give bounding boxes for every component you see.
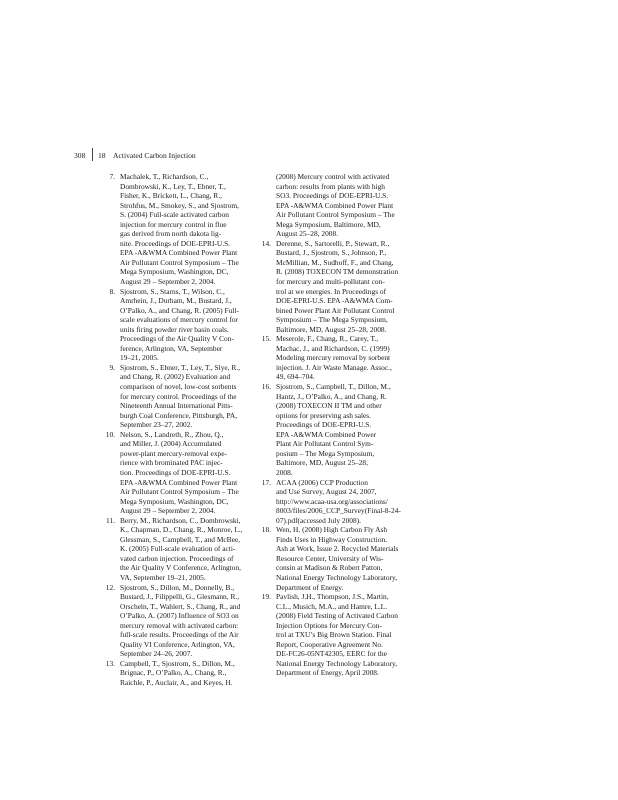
chapter-number: 18 — [98, 151, 106, 160]
running-header — [0, 148, 618, 164]
reference-number: 11. — [106, 515, 115, 525]
reference-column-right — [258, 172, 434, 678]
reference-text: ACAA (2006) CCP Production and Use Survey, August 24, 2007, http://www.acaa-usa.org/associations/ 8003/files/2006_CCP_Survey(Final-8-24- 07).pdf(accessed July 2008). — [276, 477, 401, 525]
reference-number: 9. — [109, 362, 115, 372]
reference-text: Nelson, S., Landreth, R., Zhou, Q., and Miller, J. (2004) Accumulated power-plant mercury-removal expe- rience with brominated PAC injec- tion. Proceedings of DOE-EPRI-U.S. EPA -A&WMA Combined Power Plant Air Pollutant Control Symposium – The Mega Symposium, Washington, DC, August 29 – September 2, 2004. — [120, 429, 239, 516]
reference-entry — [258, 382, 434, 477]
reference-number: 14. — [261, 238, 271, 248]
reference-text: Wen, H. (2008) High Carbon Fly Ash Finds Uses in Highway Construction. Ash at Work, Issue 2. Recycled Materials Resource Center, University of Wis- consin at Madison & Robert Patton, National Energy Technology Laboratory, Department of Energy. — [276, 525, 399, 592]
reference-text: Meserole, F., Chang, R., Carey, T., Machac, J., and Richardson, C. (1999) Modeling mercury removal by sorbent injection. J. Air Waste Manage. Assoc., 49, 694–704. — [276, 334, 392, 382]
reference-entry — [102, 363, 278, 430]
reference-entry — [258, 525, 434, 592]
reference-entry — [102, 172, 278, 287]
reference-number: 15. — [261, 334, 271, 344]
reference-text: Berry, M., Richardson, C., Dombrowski, K., Chapman, D., Chang, R., Monroe, L., Glessman, S., Campbell, T., and McBee, K. (2005) Full-scale evaluation of acti- vated carbon injection. Proceedings of the Air Quality V Conference, Arlington, VA, September 19–21, 2005. — [120, 515, 243, 582]
reference-entry — [258, 172, 434, 239]
reference-entry — [102, 287, 278, 363]
reference-column-left — [102, 172, 278, 688]
reference-text: Machalek, T., Richardson, C., Dombrowski, K., Ley, T., Ebner, T., Fisher, K., Brickett, L., Chang, R., Strohfus, M., Smokey, S., and Sjostrom, S. (2004) Full-scale activated carbon injection for mercury control in flue gas derived from north dakota lig- nite. Proceedings of DOE-EPRI-U.S. EPA -A&WMA Combined Power Plant Air Pollutant Control Symposium – The Mega Symposium, Washington, DC, August 29 – September 2, 2004. — [120, 172, 240, 287]
reference-number: 12. — [105, 582, 115, 592]
reference-entry — [258, 592, 434, 678]
chapter-title: Activated Carbon Injection — [113, 151, 196, 160]
reference-number: 18. — [261, 525, 271, 535]
page-number: 308 — [74, 151, 86, 160]
reference-number: 8. — [109, 286, 115, 296]
reference-entry — [258, 334, 434, 382]
reference-number: 16. — [261, 382, 271, 392]
reference-text: Sjostrom, S., Dillon, M., Donnelly, B., Bustard, J., Filippelli, G., Glesmann, R., Orscheln, T., Wahlert, S., Chang, R., and O’Palko, A. (2007) Influence of SO3 on mercury removal with activated carbon: full-scale results. Proceedings of the Air Quality VI Conference, Arlington, VA, September 24–26, 2007. — [120, 582, 241, 659]
reference-text: Campbell, T., Sjostrom, S., Dillon, M., Brignac, P., O’Palko, A., Chang, R., Raichle, P., Auclair, A., and Keyes, H. — [120, 658, 235, 687]
reference-entry — [102, 659, 278, 688]
reference-number: 10. — [105, 429, 115, 439]
reference-number: 13. — [105, 658, 115, 668]
reference-entry — [258, 478, 434, 526]
reference-number: 17. — [261, 477, 271, 487]
reference-text: Derenne, S., Sartorelli, P., Stewart, R., Bustard, J., Sjostrom, S., Johnson, P., McMillian, M., Sudhoff, F., and Chang, R. (2008) TOXECON TM demonstration for mercury and multi-pollutant con- trol at we energies. In Proceedings of DOE-EPRI-U.S. EPA -A&WMA Com- bined Power Plant Air Pollutant Control Symposium – The Mega Symposium, Baltimore, MD, August 25–28, 2008. — [276, 238, 399, 334]
reference-entry — [102, 430, 278, 516]
reference-text: Sjostrom, S., Ebner, T., Ley, T., Slye, R., and Chang, R. (2002) Evaluation and comparison of novel, low-cost sorbents for mercury control. Proceedings of the Nineteenth Annual International Pitts- burgh Coal Conference, Pittsburgh, PA, September 23–27, 2002. — [120, 362, 241, 430]
reference-entry — [102, 583, 278, 659]
reference-text: (2008) Mercury control with activated carbon: results from plants with high SO3. Proceedings of DOE-EPRI-U.S. EPA -A&WMA Combined Power Plant Air Pollutant Control Symposium – The Mega Symposium, Baltimore, MD, August 25–28, 2008. — [276, 172, 395, 239]
reference-number: 19. — [261, 592, 271, 602]
reference-entry — [102, 516, 278, 583]
reference-number: 7. — [109, 172, 115, 181]
reference-entry — [258, 239, 434, 334]
header-divider — [92, 148, 93, 161]
reference-text: Sjostrom, S., Campbell, T., Dillon, M., Hantz, J., O’Palko, A., and Chang, R. (2008) TOXECON II TM and other options for preserving ash sales. Proceedings of DOE-EPRI-U.S. EPA -A&WMA Combined Power Plant Air Pollutant Control Sym- posium – The Mega Symposium, Baltimore, MD, August 25–28, 2008. — [276, 382, 391, 477]
reference-text: Pavlish, J.H., Thompson, J.S., Martin, C.L., Musich, M.A., and Hamre, L.L. (2008) Field Testing of Activated Carbon Injection Options for Mercury Con- trol at TXU’s Big Brown Station. Final Report, Cooperative Agreement No. DE-FC26-05NT42305, EERC for the National Energy Technology Laboratory, Department of Energy, April 2008. — [276, 592, 398, 678]
reference-text: Sjostrom, S., Starns, T., Wilson, C., Amrhein, J., Durham, M., Bustard, J., O’Palko, A., and Chang, R. (2005) Full- scale evaluations of mercury control for units firing powder river basin coals. Proceedings of the Air Quality V Con- ference, Arlington, VA, September 19–21, 2005. — [120, 286, 239, 363]
